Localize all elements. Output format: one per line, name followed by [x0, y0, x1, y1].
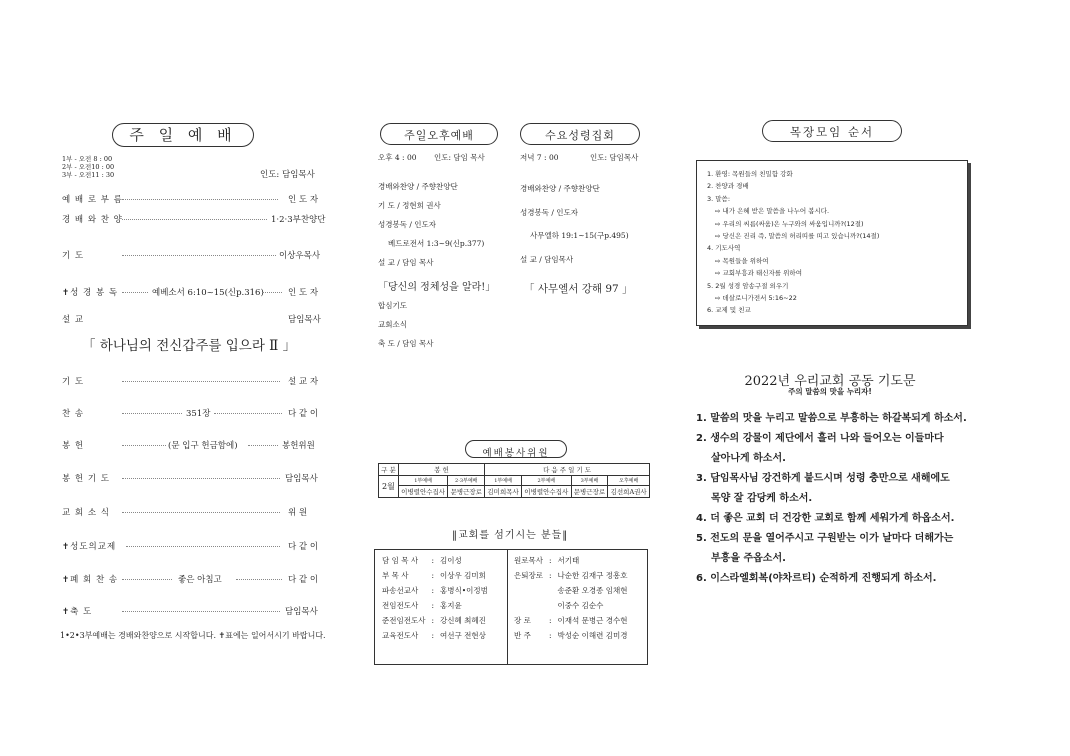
table-row — [379, 476, 650, 486]
wednesday-line: 설 교 / 담임목사 — [520, 255, 574, 264]
volunteer-table — [378, 463, 650, 498]
afternoon-lead: 인도: 담임 목사 — [434, 153, 485, 162]
leader-dots — [122, 199, 278, 200]
cell-line: 5. 2월 성경 암송구절 외우기 — [707, 281, 789, 290]
afternoon-line: 경배와찬양 / 주향찬양단 — [378, 182, 458, 191]
time-1: 1부 - 오전 8 : 00 — [62, 155, 113, 163]
table-row: 준전임전도사 : 강신혜 최혜진 — [379, 613, 491, 628]
staff-name: 송준환 오경종 임채현 — [557, 586, 628, 595]
afternoon-line: 베드로전서 1:3~9(신p.377) — [388, 239, 485, 248]
cell-line: ⇨ 데살로니가전서 5:16~22 — [715, 294, 797, 303]
order-label: 기 도 — [62, 251, 85, 261]
staff-divider — [507, 550, 508, 664]
staff-box — [374, 549, 648, 665]
leader-dots — [248, 445, 278, 446]
table-cell: 김미희목사 — [485, 486, 522, 498]
leader-dots — [122, 611, 280, 612]
staff-role: 원로목사 — [514, 556, 543, 565]
leader-dots — [122, 579, 172, 580]
table-row: 장 로 : 이재석 문병근 경수현 — [511, 613, 631, 628]
table-header: 봉 헌 — [398, 464, 484, 476]
staff-role: 부 목 사 — [382, 571, 409, 580]
cell-line: 2. 찬양과 경배 — [707, 182, 749, 191]
staff-title: ‖교회를 섬기시는 분들‖ — [452, 530, 569, 541]
table-cell: 2·3부예배 — [448, 476, 485, 486]
table-row: 전임전도사 : 홍지윤 — [379, 598, 491, 613]
table-row — [511, 583, 631, 598]
staff-role: 교육전도사 — [382, 631, 419, 640]
wednesday-lead: 인도: 담임목사 — [590, 153, 639, 162]
afternoon-line: 기 도 / 정현희 권사 — [378, 201, 441, 210]
prayer-line: 6. 이스라엘회복(야차르티) 순적하게 진행되게 하소서. — [696, 573, 937, 584]
prayer-subtitle: 주의 말씀의 맛을 누리자! — [788, 387, 872, 396]
order-right: 다 같 이 — [288, 575, 319, 585]
table-row — [379, 464, 650, 476]
prayer-line: 2. 생수의 강물이 제단에서 흘러 나와 들어오는 이들마다 — [696, 433, 944, 444]
prayer-title: 2022년 우리교회 공동 기도문 — [744, 374, 916, 389]
prayer-line: 5. 전도의 문을 열어주시고 구원받는 이가 날마다 더해가는 — [696, 533, 954, 544]
order-mid: 351장 — [186, 409, 211, 419]
staff-name: 김이성 — [440, 556, 462, 565]
table-row — [511, 598, 631, 613]
table-cell: 김선희A권사 — [608, 486, 650, 498]
order-label: ✝축 도 — [62, 607, 93, 617]
staff-role — [511, 583, 546, 598]
cell-order-box — [696, 160, 968, 326]
order-label: 기 도 — [62, 377, 85, 387]
staff-role: 준전임전도사 — [382, 616, 426, 625]
afternoon-sermon: 「당신의 정체성을 알라!」 — [378, 282, 496, 293]
table-row: 담 임 목 사 : 김이성 — [379, 553, 491, 568]
leader-dots — [122, 381, 280, 382]
table-row: 은퇴장로 : 나순한 김재구 정흥호 — [511, 568, 631, 583]
order-mid: 좋은 아침고 — [178, 575, 222, 585]
order-label: 봉 헌 기 도 — [62, 474, 110, 484]
staff-name: 나순한 김재구 정흥호 — [557, 571, 628, 580]
order-label: 설 교 — [62, 315, 85, 325]
sunday-sermon-title: 「 하나님의 전신갑주를 입으라 Ⅱ 」 — [82, 338, 297, 354]
leader-dots — [122, 413, 182, 414]
table-row: 파송선교사 : 홍병식•이정범 — [379, 583, 491, 598]
leader-dots — [122, 292, 148, 293]
order-label: ✝성도의교제 — [62, 542, 117, 552]
staff-name: 홍지윤 — [440, 601, 462, 610]
wednesday-title — [520, 123, 640, 145]
leader-dots — [122, 445, 166, 446]
sunday-title — [112, 123, 254, 147]
cell-line: ⇨ 당신은 진리 즉, 말씀의 허리띠를 띠고 있습니까?(14절) — [715, 232, 880, 241]
order-mid: 예베소서 6:10~15(신p.316) — [152, 288, 264, 298]
afternoon-title-text: 주일오후예배 — [404, 129, 474, 142]
leader-dots — [214, 413, 282, 414]
afternoon-line: 설 교 / 담임 목사 — [378, 258, 434, 267]
table-cell: 3부예배 — [571, 476, 608, 486]
order-right: 위 원 — [288, 508, 308, 518]
staff-name: 이상우 김미희 — [440, 571, 486, 580]
table-row — [379, 486, 650, 498]
leader-dots — [122, 512, 280, 513]
afternoon-line: 합심기도 — [378, 301, 407, 310]
order-right: 1·2·3부찬양단 — [271, 215, 326, 225]
staff-role — [511, 598, 546, 613]
order-right: 설 교 자 — [288, 377, 319, 387]
staff-role: 파송선교사 — [382, 586, 419, 595]
table-cell: 2부예배 — [522, 476, 572, 486]
staff-name: 서기태 — [557, 556, 580, 565]
cell-line: ⇨ 교회부흥과 태신자를 위하여 — [715, 269, 802, 278]
table-header: 구 분 — [379, 464, 399, 476]
prayer-line: 1. 말씀의 맛을 누리고 말씀으로 부흥하는 하갈복되게 하소서. — [696, 413, 967, 424]
prayer-line: 부흥을 주옵소서. — [711, 553, 786, 564]
order-label: ✝폐 회 찬 송 — [62, 575, 119, 585]
table-row: 원로목사 : 서기태 — [511, 553, 631, 568]
staff-name: 박성순 이해련 김미경 — [557, 631, 628, 640]
order-right: 담임목사 — [285, 607, 318, 617]
cell-line: ⇨ 목원들을 위하여 — [715, 256, 769, 265]
table-row: 교육전도사 : 여선구 전현상 — [379, 628, 491, 643]
order-label: 찬 송 — [62, 409, 85, 419]
wednesday-sermon: 「 사무엘서 강해 97 」 — [524, 283, 633, 295]
cell-line: 6. 교제 및 친교 — [707, 306, 751, 315]
table-cell: 문병근장로 — [571, 486, 608, 498]
order-right: 봉헌위원 — [282, 441, 315, 451]
order-right: 담임목사 — [288, 315, 321, 325]
table-row: 부 목 사 : 이상우 김미희 — [379, 568, 491, 583]
leader-dots — [122, 255, 276, 256]
cell-line: 1. 환영: 목원들의 친밀함 강화 — [707, 170, 793, 178]
leader-dots — [262, 292, 282, 293]
table-cell: 이병렬안수집사 — [398, 486, 448, 498]
staff-role: 전임전도사 — [382, 601, 419, 610]
order-right: 이상우목사 — [279, 251, 321, 261]
staff-name: 이재석 문병근 경수현 — [557, 616, 628, 625]
staff-right-table — [511, 553, 631, 643]
time-2: 2부 - 오전10 : 00 — [62, 163, 115, 171]
staff-name: 이중수 김순수 — [557, 601, 604, 610]
order-label: 교 회 소 식 — [62, 508, 110, 518]
staff-left-table — [379, 553, 491, 643]
table-cell: 2월 — [379, 476, 399, 498]
staff-name: 홍병식•이정범 — [440, 586, 488, 595]
prayer-line: 3. 담임목사님 강건하게 붙드시며 성령 충만으로 새해에도 — [696, 473, 950, 484]
cell-order-list — [707, 168, 879, 317]
staff-name: 강신혜 최혜진 — [440, 616, 486, 625]
table-cell: 오후예배 — [608, 476, 650, 486]
table-header: 다 음 주 일 기 도 — [485, 464, 650, 476]
cell-line: ⇨ 우리의 씨름(싸움)은 누구와의 싸움입니까?(12절) — [715, 219, 864, 228]
order-label: 경 배 와 찬 양 — [62, 215, 123, 225]
staff-role: 장 로 — [514, 616, 531, 625]
afternoon-line: 축 도 / 담임 목사 — [378, 339, 434, 348]
cell-line: 4. 기도사역 — [707, 244, 741, 253]
sunday-title-text: 주 일 예 배 — [129, 126, 237, 144]
prayer-line: 4. 더 좋은 교회 더 건강한 교회로 함께 세워가게 하옵소서. — [696, 513, 955, 524]
wednesday-line: 성경봉독 / 인도자 — [520, 208, 579, 217]
staff-role: 담 임 목 사 — [382, 556, 419, 565]
table-cell: 문병근장로 — [448, 486, 485, 498]
order-label: 예 배 로 부 름 — [62, 195, 123, 205]
order-mid: (문 입구 헌금함에) — [168, 441, 238, 451]
order-right: 다 같 이 — [288, 542, 319, 552]
order-label: 봉 헌 — [62, 441, 85, 451]
sunday-times — [62, 155, 114, 179]
table-cell: 1부예배 — [485, 476, 522, 486]
wednesday-line: 사무엘하 19:1~15(구p.495) — [530, 231, 629, 240]
volunteers-title — [465, 440, 567, 458]
leader-dots — [122, 219, 267, 220]
cell-title-text: 목장모임 순서 — [789, 125, 875, 139]
volunteers-title-text: 예배봉사위원 — [482, 448, 550, 459]
wednesday-line: 경배와찬양 / 주향찬양단 — [520, 184, 600, 193]
order-right: 인 도 자 — [288, 195, 319, 205]
wednesday-title-text: 수요성령집회 — [545, 129, 615, 142]
sunday-lead: 인도: 담임목사 — [260, 170, 315, 180]
staff-role: 은퇴장로 — [514, 571, 543, 580]
afternoon-title — [380, 123, 498, 145]
afternoon-line: 성경봉독 / 인도자 — [378, 220, 437, 229]
order-right: 담임목사 — [285, 474, 318, 484]
leader-dots — [236, 579, 282, 580]
leader-dots — [126, 546, 280, 547]
prayer-line: 목양 잘 감당케 하소서. — [711, 493, 813, 504]
cell-title — [762, 120, 902, 142]
staff-name: 여선구 전현상 — [440, 631, 486, 640]
order-right: 다 같 이 — [288, 409, 319, 419]
table-row: 반 주 : 박성순 이해련 김미경 — [511, 628, 631, 643]
prayer-line: 살아나게 하소서. — [711, 453, 786, 464]
leader-dots — [122, 478, 280, 479]
order-right: 인 도 자 — [288, 288, 319, 298]
order-label: ✝성 경 봉 독 — [62, 288, 119, 298]
time-3: 3부 - 오전11 : 30 — [62, 171, 115, 179]
cell-line: ⇨ 내가 은혜 받은 말씀을 나누어 봅시다. — [715, 207, 830, 216]
sunday-footnote: 1•2•3부예배는 경배와찬양으로 시작합니다. ✝표에는 일어서시기 바랍니다. — [60, 631, 326, 640]
table-cell: 이병렬안수집사 — [522, 486, 572, 498]
cell-line: 3. 말씀: — [707, 194, 731, 203]
afternoon-line: 교회소식 — [378, 320, 407, 329]
wednesday-time: 저녁 7 : 00 — [520, 153, 559, 162]
afternoon-time: 오후 4 : 00 — [378, 153, 417, 162]
table-cell: 1부예배 — [398, 476, 448, 486]
staff-role: 반 주 — [514, 631, 531, 640]
